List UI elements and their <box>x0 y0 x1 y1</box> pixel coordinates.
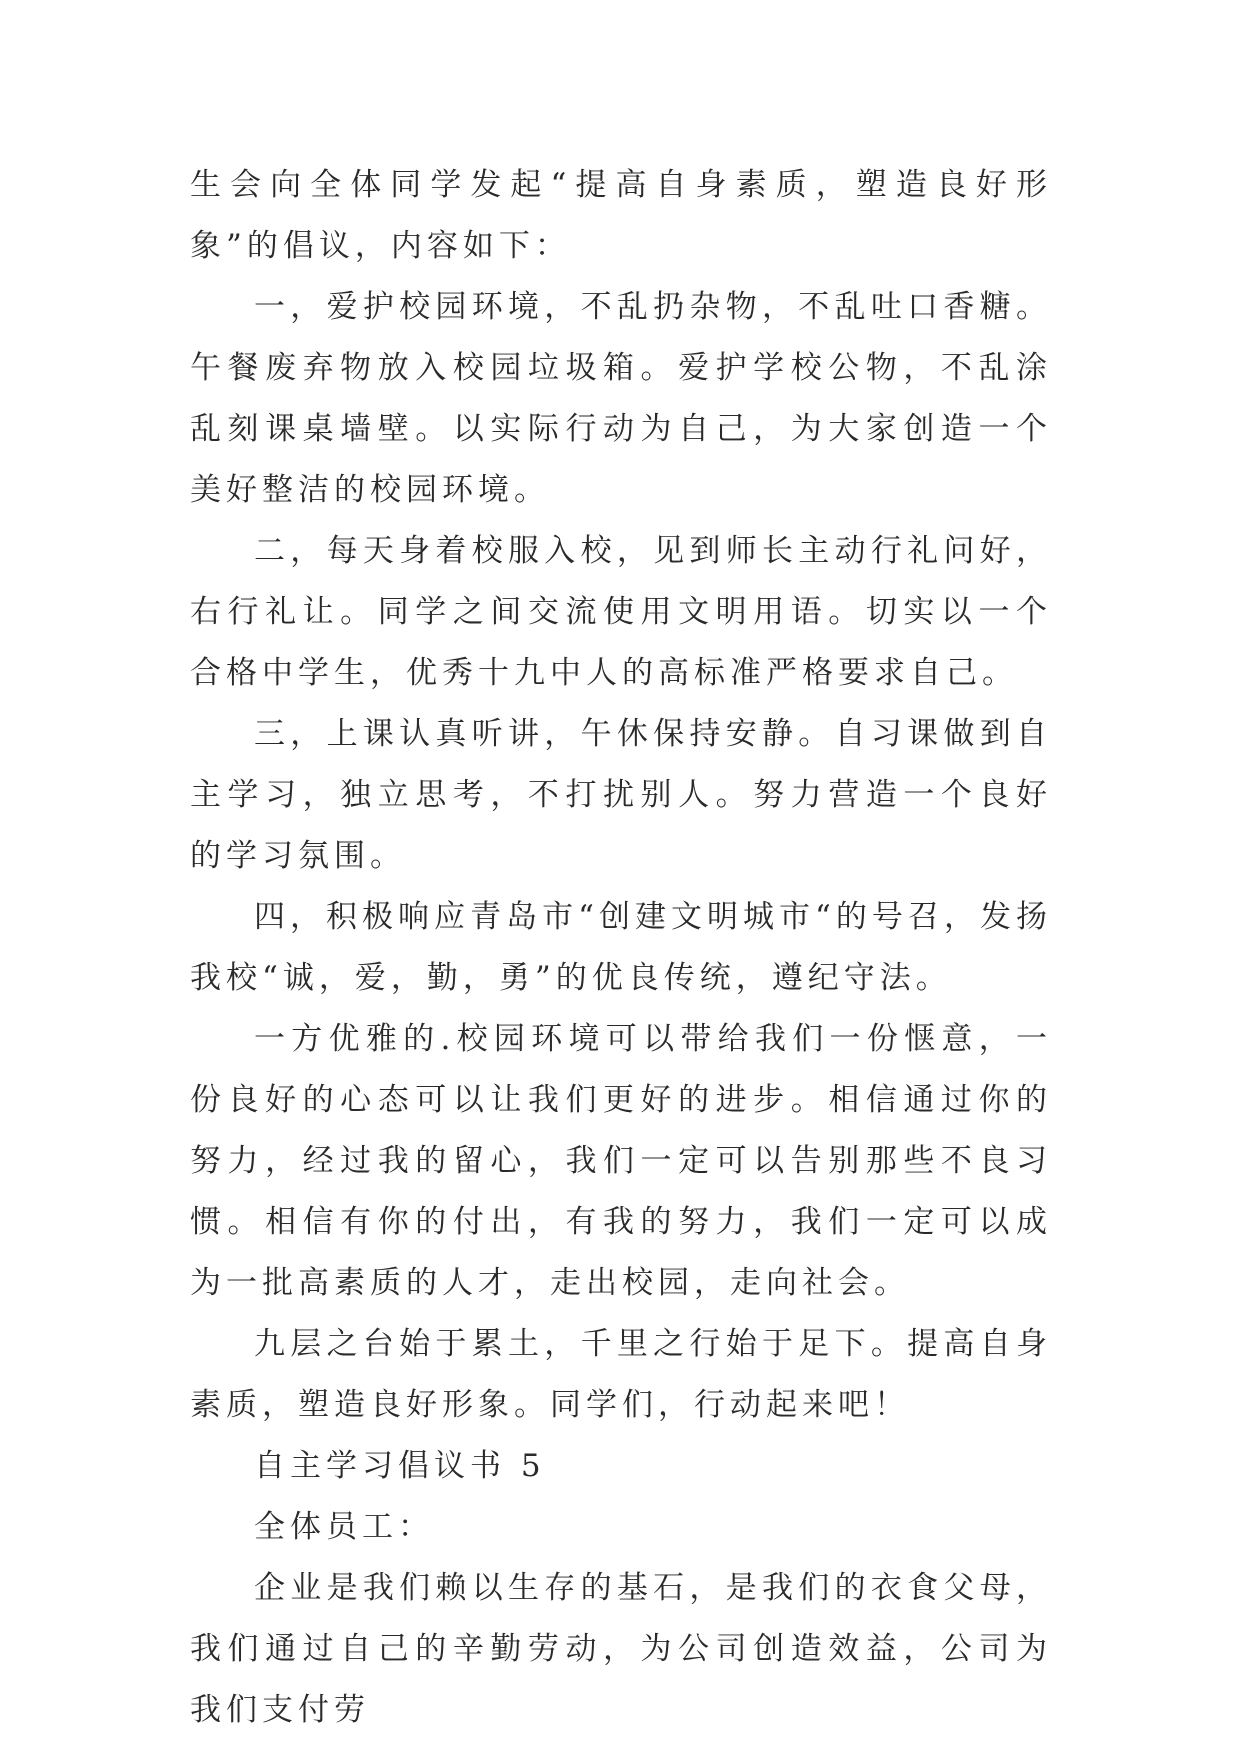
document-body <box>190 155 1052 1741</box>
paragraph-item-1: 一，爱护校园环境，不乱扔杂物，不乱吐口香糖。午餐废弃物放入校园垃圾箱。爱护学校公物，不乱涂乱刻课桌墙壁。以实际行动为自己，为大家创造一个美好整洁的校园环境。 <box>190 289 1052 508</box>
salutation: 全体员工： <box>254 1509 434 1545</box>
paragraph-item-4: 四，积极响应青岛市“创建文明城市“的号召，发扬我校“诚，爱，勤，勇”的优良传统，遵纪守法。 <box>190 899 1052 996</box>
paragraph-item-2: 二，每天身着校服入校，见到师长主动行礼问好，右行礼让。同学之间交流使用文明用语。切实以一个合格中学生，优秀十九中人的高标准严格要求自己。 <box>190 533 1052 691</box>
paragraph-body: 企业是我们赖以生存的基石，是我们的衣食父母，我们通过自己的辛勤劳动，为公司创造效益，公司为我们支付劳 <box>190 1570 1052 1728</box>
section-heading: 自主学习倡议书 5 <box>254 1448 546 1484</box>
paragraph-closing: 九层之台始于累土，千里之行始于足下。提高自身素质，塑造良好形象。同学们，行动起来吧！ <box>190 1326 1052 1423</box>
paragraph-intro: 生会向全体同学发起“提高自身素质，塑造良好形象”的倡议，内容如下： <box>190 167 1052 264</box>
paragraph-conclusion: 一方优雅的.校园环境可以带给我们一份惬意，一份良好的心态可以让我们更好的进步。相信通过你的努力，经过我的留心，我们一定可以告别那些不良习惯。相信有你的付出，有我的努力，我们一定可以成为一批高素质的人才，走出校园，走向社会。 <box>190 1021 1052 1301</box>
paragraph-item-3: 三，上课认真听讲，午休保持安静。自习课做到自主学习，独立思考，不打扰别人。努力营造一个良好的学习氛围。 <box>190 716 1052 874</box>
